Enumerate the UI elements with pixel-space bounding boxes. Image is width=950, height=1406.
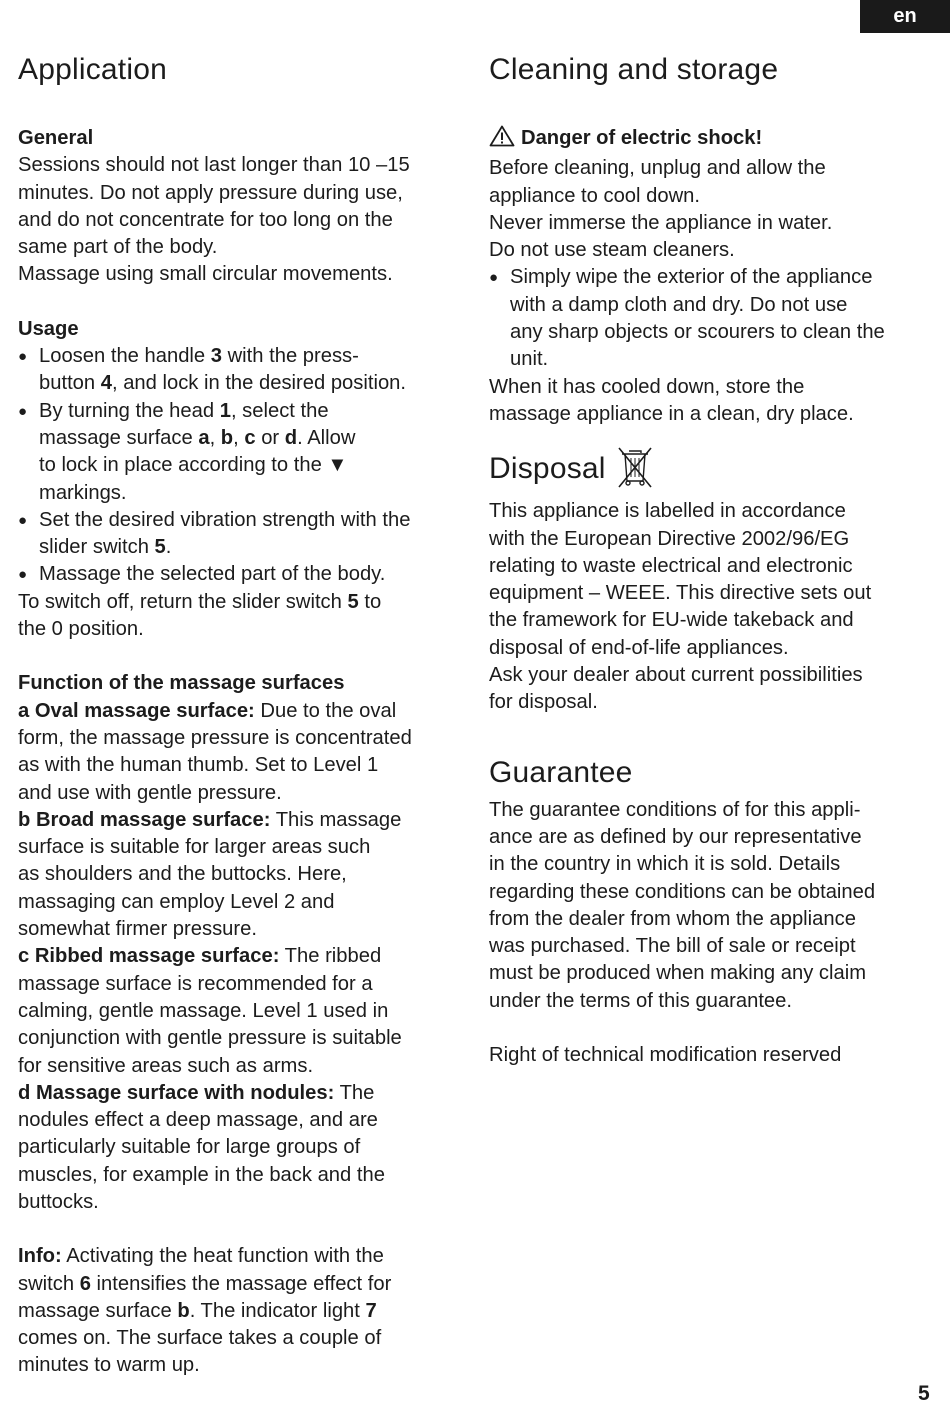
page-number: 5 <box>918 1382 930 1405</box>
surface-text: for sensitive areas such as arms. <box>18 1054 314 1077</box>
surface-text: conjunction with gentle pressure is suitable <box>18 1027 402 1050</box>
usage-text: , <box>209 426 221 449</box>
function-section <box>18 670 468 1216</box>
disposal-line: This appliance is labelled in accordance <box>489 500 846 523</box>
usage-text: . <box>165 536 172 559</box>
usage-text: Loosen the handle <box>39 345 211 368</box>
surface-letter: c <box>244 426 256 449</box>
surface-letter: d <box>284 426 298 449</box>
bullet-dot-icon: ● <box>489 269 499 287</box>
cleaning-line: When it has cooled down, store the <box>489 375 805 398</box>
disposal-line: disposal of end-of-life appliances. <box>489 636 789 659</box>
general-line: Sessions should not last longer than 10 –15 <box>18 154 410 177</box>
usage-bullet <box>18 561 468 588</box>
disposal-line: equipment – WEEE. This directive sets out <box>489 582 872 605</box>
switch-off-text: the 0 position. <box>18 618 144 641</box>
modification-note: Right of technical modification reserved <box>489 1044 842 1067</box>
general-line: Massage using small circular movements. <box>18 263 393 286</box>
bullet-dot-icon: ● <box>18 402 28 420</box>
info-text: intensifies the massage effect for <box>90 1272 392 1295</box>
usage-text: . Allow <box>297 426 356 449</box>
guarantee-line: in the country in which it is sold. Details <box>489 853 841 876</box>
surface-text: massaging can employ Level 2 and <box>18 890 335 913</box>
info-text: massage surface <box>18 1299 178 1322</box>
guarantee-line: was purchased. The bill of sale or receipt <box>489 935 856 958</box>
cleaning-line: Do not use steam cleaners. <box>489 239 735 262</box>
surface-text: The <box>334 1081 375 1104</box>
cleaning-bullet <box>489 264 939 373</box>
crossed-out-bin-icon <box>616 445 654 494</box>
cleaning-line: massage appliance in a clean, dry place. <box>489 402 854 425</box>
usage-section <box>18 316 468 644</box>
guarantee-line: under the terms of this guarantee. <box>489 989 792 1012</box>
usage-text: Massage the selected part of the body. <box>39 563 386 586</box>
warning-triangle-icon <box>489 125 515 155</box>
cleaning-line: appliance to cool down. <box>489 184 700 207</box>
surface-text: as shoulders and the buttocks. Here, <box>18 863 347 886</box>
usage-text: , <box>233 426 245 449</box>
disposal-line: Ask your dealer about current possibilities <box>489 664 863 687</box>
surface-text: massage surface is recommended for a <box>18 972 373 995</box>
part-number: 7 <box>365 1299 377 1322</box>
usage-text: , and lock in the desired position. <box>111 372 407 395</box>
usage-text: with the press- <box>221 345 359 368</box>
disposal-line: relating to waste electrical and electronic <box>489 554 853 577</box>
disposal-line: the framework for EU-wide takeback and <box>489 609 854 632</box>
surface-c-label: c Ribbed massage surface: <box>18 945 280 968</box>
surface-a-label: a Oval massage surface: <box>18 699 255 722</box>
surface-text: calming, gentle massage. Level 1 used in <box>18 999 389 1022</box>
part-number: 5 <box>347 590 359 613</box>
cleaning-column <box>489 48 939 1069</box>
info-text: minutes to warm up. <box>18 1354 200 1377</box>
guarantee-line: ance are as defined by our representative <box>489 825 862 848</box>
cleaning-line: any sharp objects or scourers to clean the <box>510 321 885 344</box>
surface-letter: b <box>220 426 234 449</box>
cleaning-title: Cleaning and storage <box>489 53 779 86</box>
bullet-dot-icon: ● <box>18 566 28 584</box>
warning-text: Danger of electric shock! <box>521 127 763 149</box>
cleaning-line: unit. <box>510 348 549 371</box>
disposal-title: Disposal <box>489 452 606 486</box>
surface-text: Due to the oval <box>254 699 397 722</box>
surface-text: buttocks. <box>18 1190 99 1213</box>
guarantee-section <box>489 797 939 1070</box>
surface-text: somewhat firmer pressure. <box>18 918 257 941</box>
surface-text: The ribbed <box>279 945 382 968</box>
part-number: 6 <box>79 1272 91 1295</box>
general-line: same part of the body. <box>18 236 218 259</box>
general-section <box>18 125 468 289</box>
switch-off-text: To switch off, return the slider switch <box>18 590 348 613</box>
usage-text: to lock in place according to the ▼ <box>39 454 348 477</box>
cleaning-line: Before cleaning, unplug and allow the <box>489 157 826 180</box>
general-line: minutes. Do not apply pressure during use, <box>18 181 403 204</box>
usage-text: slider switch <box>39 536 155 559</box>
surface-letter: b <box>177 1299 190 1322</box>
switch-off-text: to <box>358 590 382 613</box>
info-text: switch <box>18 1272 80 1295</box>
disposal-line: for disposal. <box>489 691 598 714</box>
usage-text: massage surface <box>39 426 199 449</box>
surface-letter: a <box>198 426 210 449</box>
warning-line <box>489 125 939 155</box>
usage-text: button <box>39 372 101 395</box>
disposal-line: with the European Directive 2002/96/EG <box>489 527 850 550</box>
info-text: . The indicator light <box>189 1299 366 1322</box>
surface-d-label: d Massage surface with nodules: <box>18 1081 335 1104</box>
surface-text: nodules effect a deep massage, and are <box>18 1109 378 1132</box>
bullet-dot-icon: ● <box>18 348 28 366</box>
disposal-section <box>489 498 939 716</box>
usage-text: Set the desired vibration strength with the <box>39 508 411 531</box>
guarantee-line: regarding these conditions can be obtained <box>489 880 876 903</box>
bullet-dot-icon: ● <box>18 511 28 529</box>
usage-bullet <box>18 398 468 507</box>
info-text: Activating the heat function with the <box>61 1245 384 1268</box>
application-title: Application <box>18 53 167 86</box>
usage-bullet <box>18 507 468 562</box>
info-label: Info: <box>18 1245 62 1268</box>
surface-text: surface is suitable for larger areas such <box>18 836 371 859</box>
general-line: and do not concentrate for too long on the <box>18 208 393 231</box>
guarantee-line: from the dealer from whom the appliance <box>489 907 856 930</box>
guarantee-line: must be produced when making any claim <box>489 962 867 985</box>
usage-text: , select the <box>230 399 329 422</box>
general-heading: General <box>18 127 94 149</box>
application-column <box>18 48 468 1380</box>
disposal-header <box>489 442 939 496</box>
usage-text: markings. <box>39 481 127 504</box>
surface-text: form, the massage pressure is concentrated <box>18 726 412 749</box>
cleaning-section <box>489 125 939 428</box>
usage-text: By turning the head <box>39 399 220 422</box>
part-number: 4 <box>100 372 112 395</box>
info-section <box>18 1243 468 1379</box>
language-badge: en <box>860 0 950 33</box>
usage-bullet <box>18 343 468 398</box>
cleaning-line: with a damp cloth and dry. Do not use <box>510 293 848 316</box>
function-heading: Function of the massage surfaces <box>18 672 345 695</box>
surface-text: and use with gentle pressure. <box>18 781 282 804</box>
usage-text: or <box>255 426 285 449</box>
guarantee-title: Guarantee <box>489 755 633 789</box>
surface-text: muscles, for example in the back and the <box>18 1163 385 1186</box>
surface-text: as with the human thumb. Set to Level 1 <box>18 754 379 777</box>
cleaning-line: Never immerse the appliance in water. <box>489 211 833 234</box>
part-number: 5 <box>154 536 166 559</box>
cleaning-line: Simply wipe the exterior of the appliance <box>510 266 873 289</box>
part-number: 1 <box>219 399 231 422</box>
surface-b-label: b Broad massage surface: <box>18 808 271 831</box>
info-text: comes on. The surface takes a couple of <box>18 1327 382 1350</box>
surface-text: This massage <box>270 808 402 831</box>
usage-heading: Usage <box>18 317 79 340</box>
guarantee-line: The guarantee conditions of for this appli- <box>489 798 861 821</box>
part-number: 3 <box>210 345 222 368</box>
surface-text: particularly suitable for large groups of <box>18 1136 361 1159</box>
